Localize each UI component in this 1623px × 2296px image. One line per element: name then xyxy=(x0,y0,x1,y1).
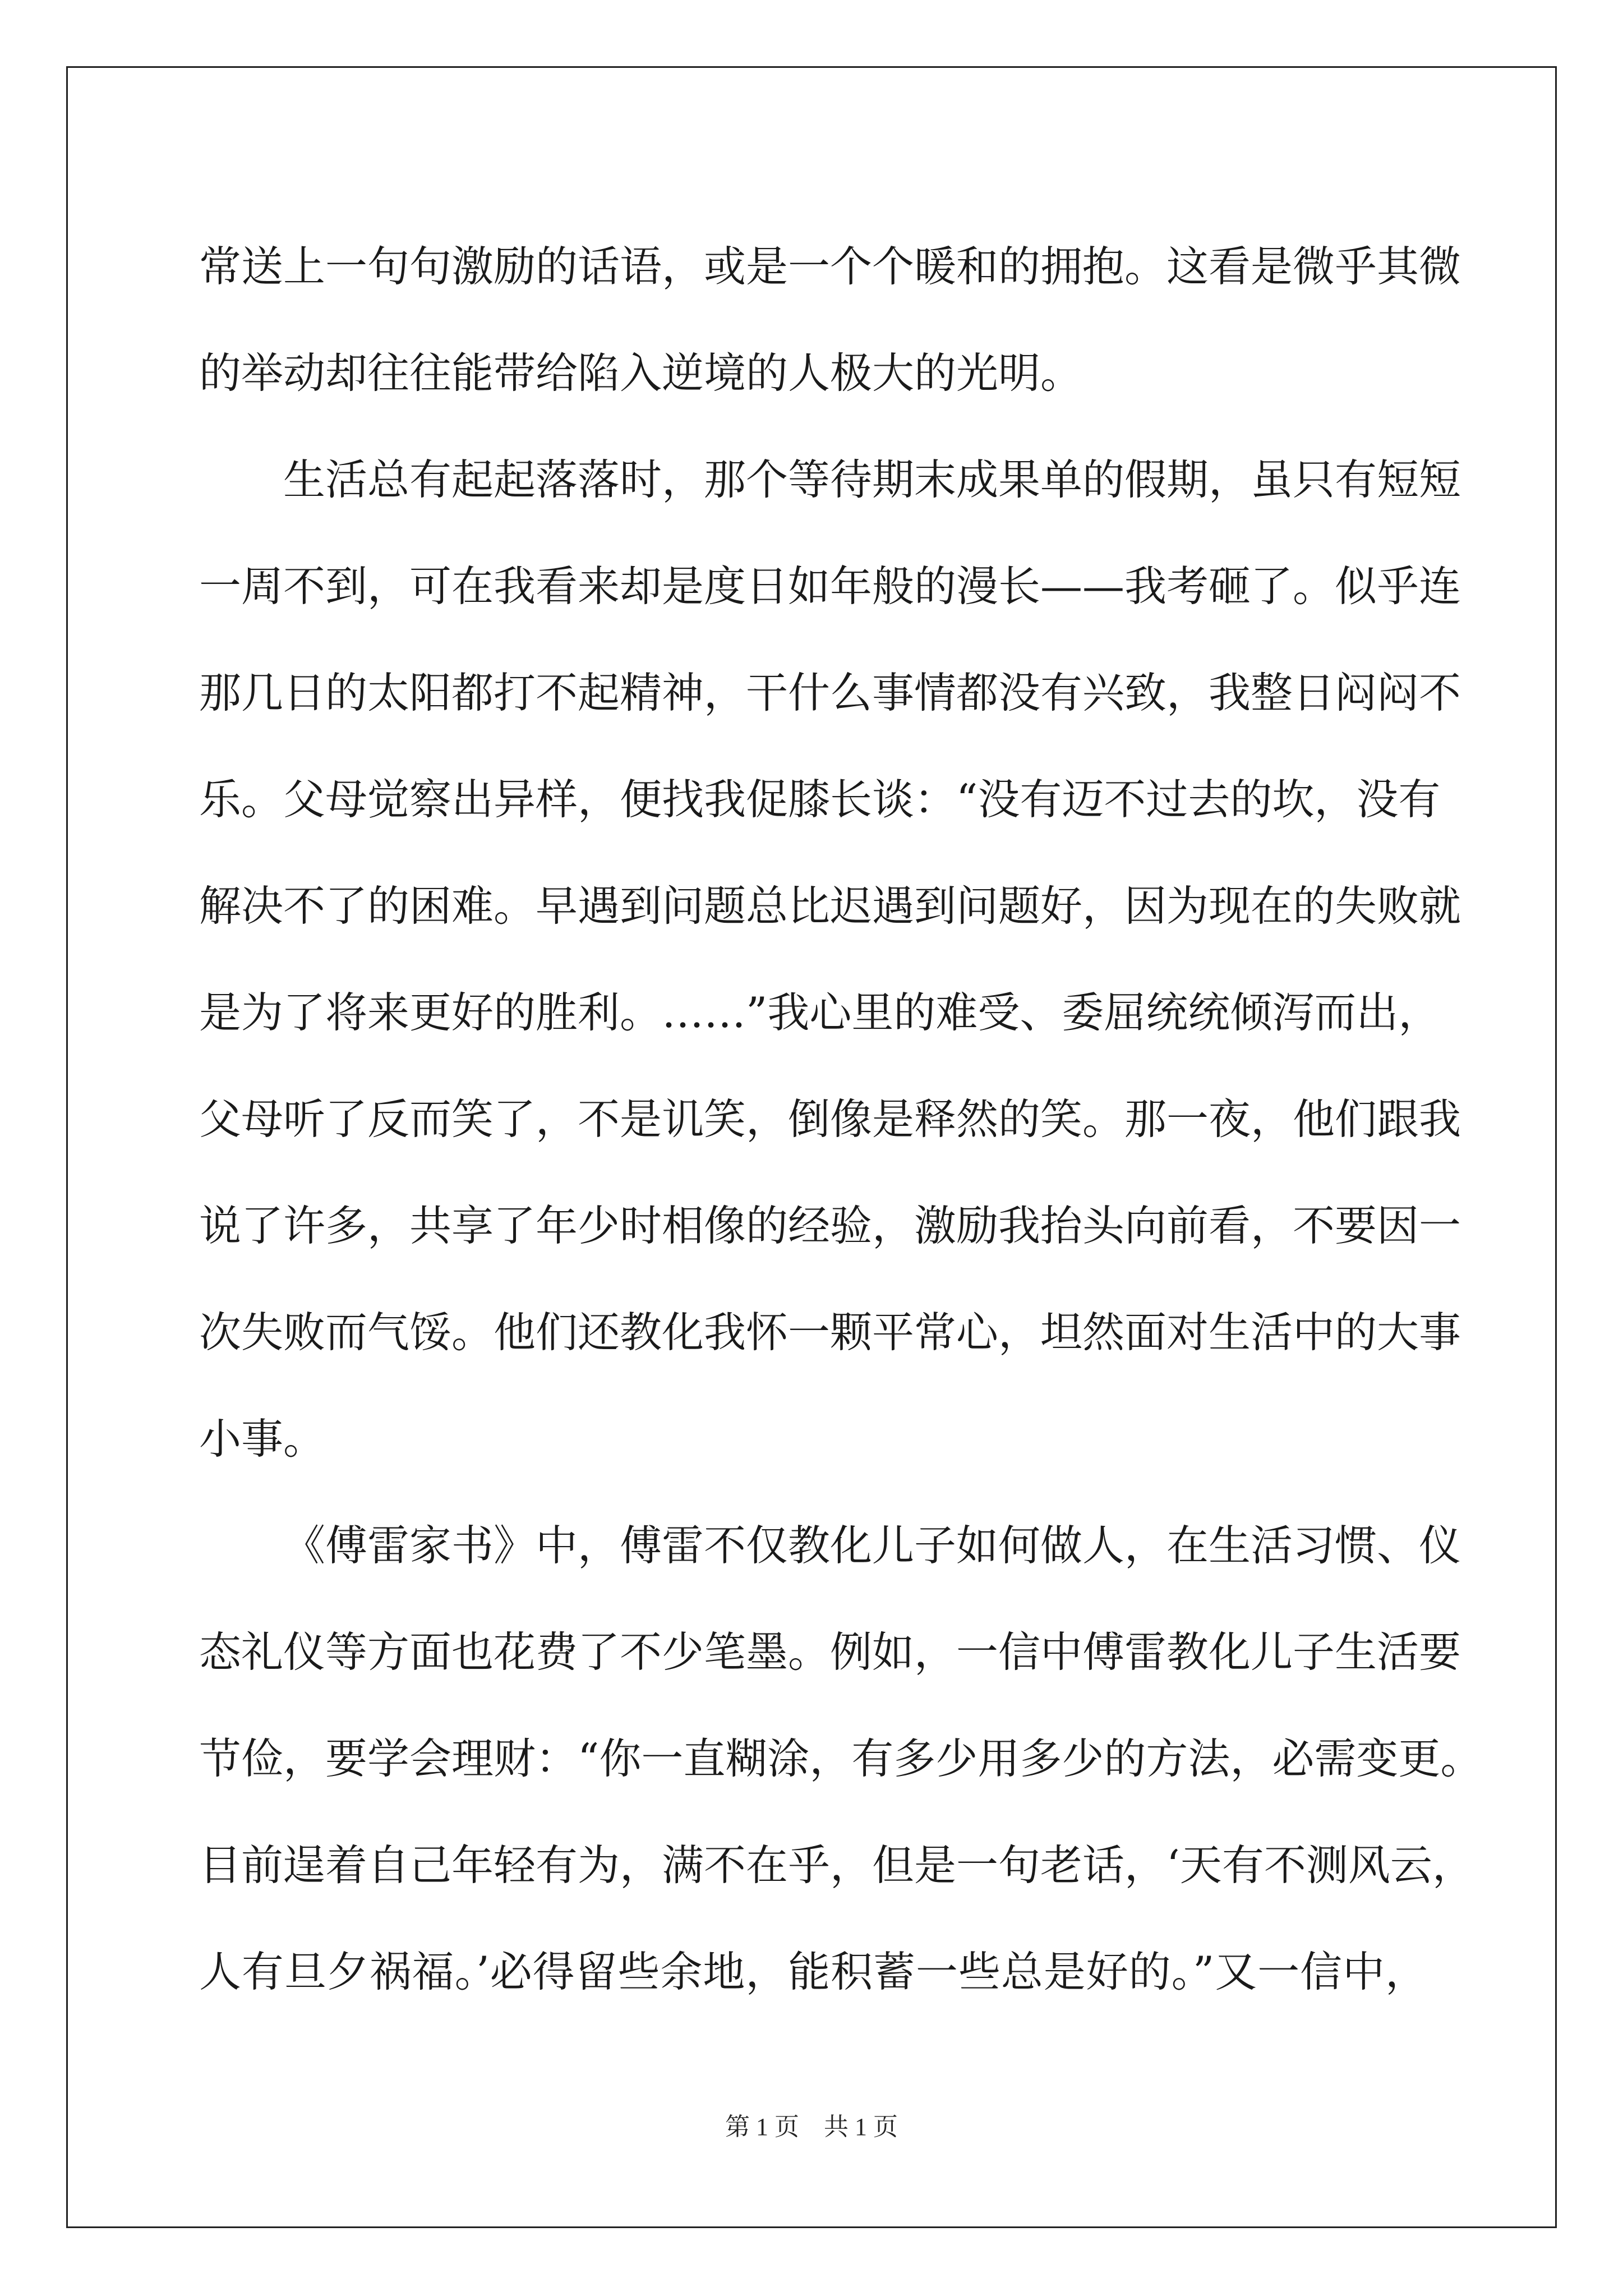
text-line: 的举动却往往能带给陷入逆境的人极大的光明。 xyxy=(199,348,1083,398)
text-line: 小事。 xyxy=(199,1414,326,1464)
text-line: 次失败而气馁。他们还教化我怀一颗平常心，坦然面对生活中的大事 xyxy=(199,1308,1461,1357)
document-body xyxy=(199,213,1483,2025)
text-line: 人有旦夕祸福。’必得留些余地，能积蓄一些总是好的。”又一信中， xyxy=(199,1947,1427,1996)
text-line: 解决不了的困难。早遇到问题总比迟遇到问题好，因为现在的失败就 xyxy=(199,881,1461,931)
text-line: 态礼仪等方面也花费了不少笔墨。例如，一信中傅雷教化儿子生活要 xyxy=(199,1627,1461,1677)
text-line: 说了许多，共享了年少时相像的经验，激励我抬头向前看，不要因一 xyxy=(199,1201,1461,1250)
text-line: 常送上一句句激励的话语，或是一个个暖和的拥抱。这看是微乎其微 xyxy=(199,242,1461,291)
text-line: 乐。父母觉察出异样，便找我促膝长谈：“没有迈不过去的坎，没有 xyxy=(199,775,1441,824)
text-line: 《傅雷家书》中，傅雷不仅教化儿子如何做人，在生活习惯、仪 xyxy=(283,1521,1461,1570)
text-line: 生活总有起起落落时，那个等待期末成果单的假期，虽只有短短 xyxy=(283,455,1461,504)
text-line: 一周不到，可在我看来却是度日如年般的漫长——我考砸了。似乎连 xyxy=(199,562,1461,611)
text-line: 节俭，要学会理财：“你一直糊涂，有多少用多少的方法，必需变更。 xyxy=(199,1734,1483,1783)
text-line: 是为了将来更好的胜利。……”我心里的难受、委屈统统倾泻而出， xyxy=(199,988,1441,1037)
text-line: 那几日的太阳都打不起精神，干什么事情都没有兴致，我整日闷闷不 xyxy=(199,668,1461,717)
page-number-footer: 第 1 页 共 1 页 xyxy=(725,2113,898,2141)
text-line: 父母听了反而笑了，不是讥笑，倒像是释然的笑。那一夜，他们跟我 xyxy=(199,1094,1461,1144)
text-line: 目前逞着自己年轻有为，满不在乎，但是一句老话，‘天有不测风云， xyxy=(199,1841,1474,1890)
